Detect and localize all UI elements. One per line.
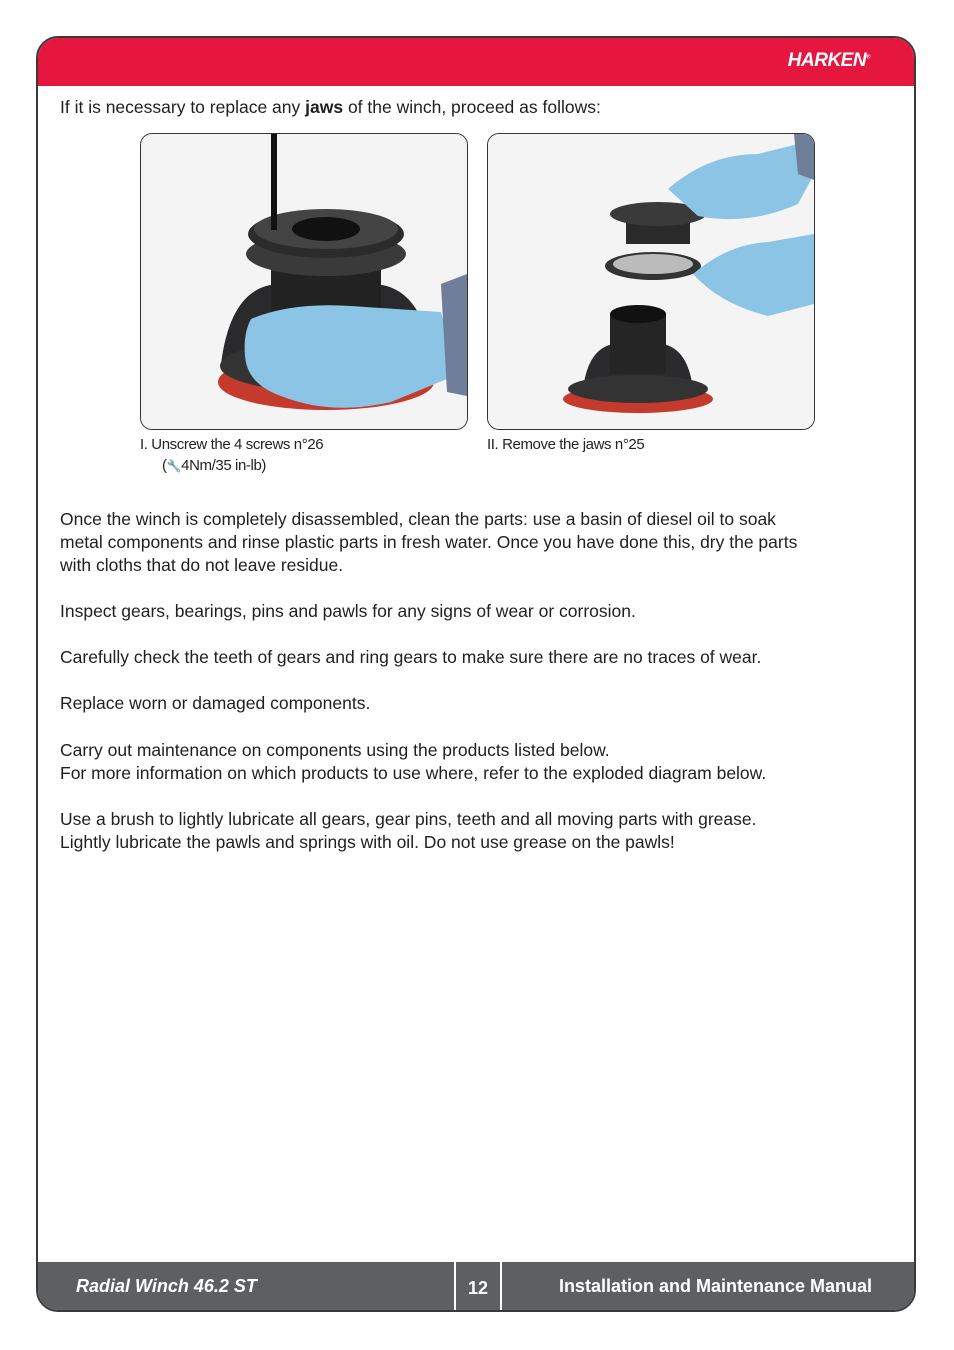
figure-caption-2: II. Remove the jaws n°25 [487,436,645,453]
paragraph-cleaning: Once the winch is completely disassembled, clean the parts: use a basin of diesel oil to soak metal components and rinse plastic parts in fresh water. Once you have done this, dry the parts with cloths that do not leave residue. [60,509,798,575]
footer-manual-title: Installation and Maintenance Manual [558,1276,872,1296]
figure-caption-1: I. Unscrew the 4 screws n°26 (🔧4Nm/35 in-lb) [140,436,324,474]
paragraph-check-teeth: Carefully check the teeth of gears and ring gears to make sure there are no traces of wear. [60,647,762,667]
footer-model-title: Radial Winch 46.2 ST [76,1276,257,1296]
photo-unscrew-screws [140,133,468,430]
footer-divider [500,1262,502,1310]
paragraph-replace: Replace worn or damaged components. [60,693,371,713]
paragraph-inspect: Inspect gears, bearings, pins and pawls for any signs of wear or corrosion. [60,601,636,621]
intro-text: If it is necessary to replace any jaws of the winch, proceed as follows: [60,97,601,117]
paragraph-lubricate: Use a brush to lightly lubricate all gears, gear pins, teeth and all moving parts with grease. Lightly lubricate the pawls and springs with oil. Do not use grease on the pawls! [60,809,757,852]
page-number: 12 [467,1278,489,1298]
paragraph-maintenance: Carry out maintenance on components using the products listed below. For more information on which products to use where, refer to the exploded diagram below. [60,740,767,783]
header-bar [38,38,914,86]
wrench-icon: 🔧 [166,459,182,473]
footer-bar [38,1262,914,1310]
photo-remove-jaws [487,133,815,430]
brand-logo: HARKEN® [787,50,870,71]
